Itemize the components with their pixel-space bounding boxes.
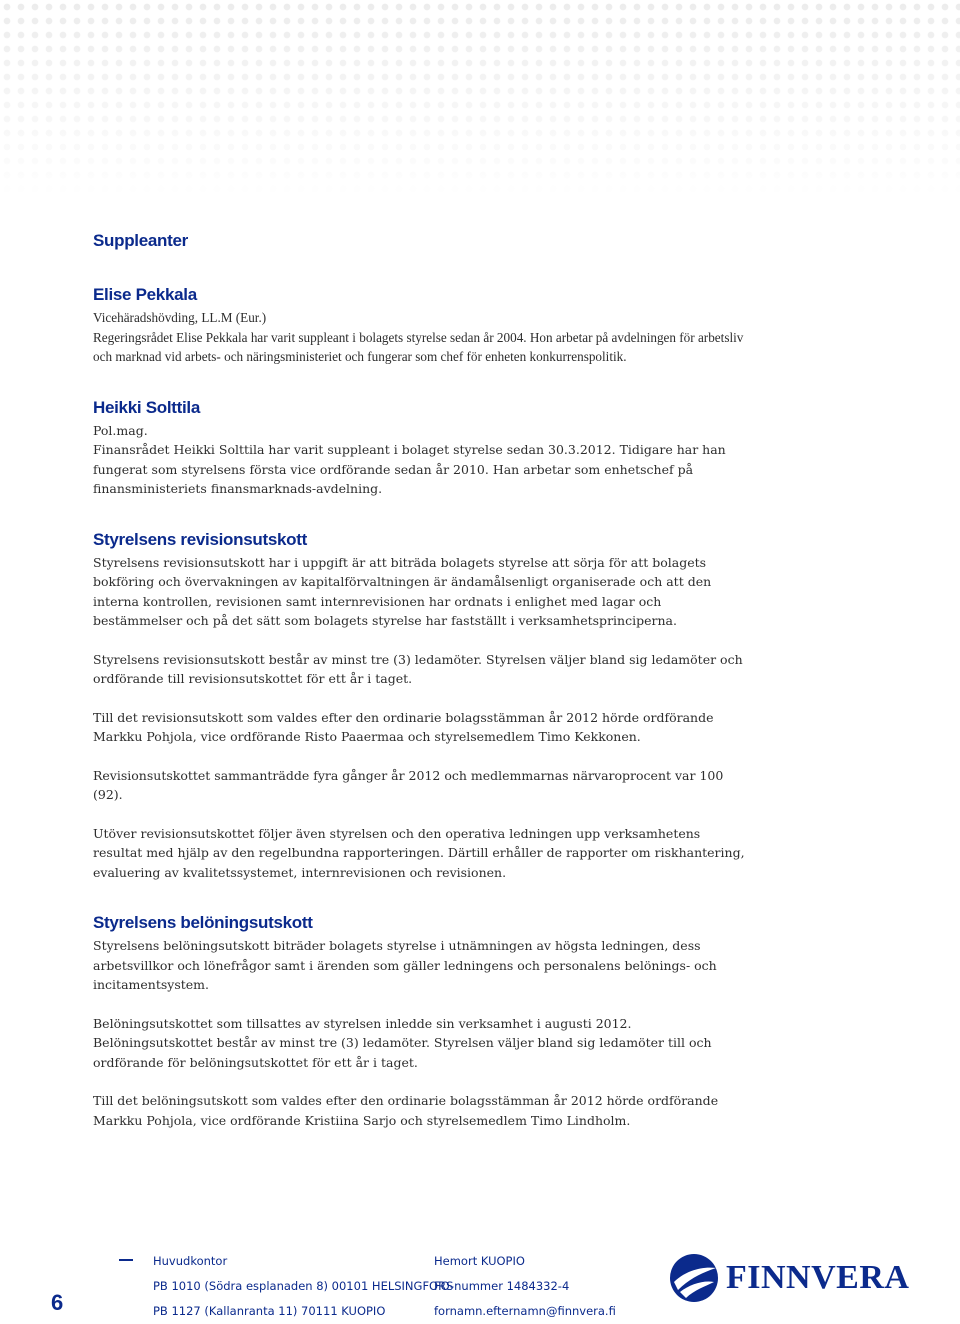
page-footer: [0, 1240, 960, 1320]
person-name-heikki: Heikki Solttila: [93, 397, 200, 417]
person-title-elise: Vicehäradshövding, LL.M (Eur.): [93, 310, 267, 325]
footer-kuopio-address: PB 1127 (Kallanranta 11) 70111 KUOPIO: [153, 1304, 386, 1318]
revision-heading: Styrelsens revisionsutskott: [93, 529, 307, 549]
page-number: 6: [51, 1290, 64, 1315]
finnvera-wordmark: FINNVERA: [726, 1259, 910, 1296]
belonings-heading: Styrelsens belöningsutskott: [93, 913, 313, 932]
finnvera-emblem-icon: [668, 1252, 720, 1304]
revision-paragraph-4: Revisionsutskottet sammanträdde fyra gånger år 2012 och medlemmarnas närvaroprocent var 100 (92).: [93, 767, 724, 802]
pattern-fade: [0, 0, 960, 200]
footer-email[interactable]: fornamn.efternamn@finnvera.fi: [434, 1304, 616, 1318]
page-content: [93, 228, 753, 1130]
person-text-elise: Regeringsrådet Elise Pekkala har varit suppleant i bolagets styrelse sedan år 2004. Hon arbetar på avdelningen för arbetsliv och marknad vid arbets- och näringsministeriet och fungerar som chef för enheten konkurrenspolitik.: [93, 329, 744, 364]
footer-dash: [119, 1259, 133, 1261]
person-text-heikki: Finansrådet Heikki Solttila har varit suppleant i bolaget styrelse sedan 30.3.2012. Tidigare har han fungerat som styrelsens första vice ordförande sedan år 2010. Han arbetar som enhetschef på finansministeriets finansmarknads-avdelning.: [93, 442, 726, 496]
belonings-paragraph-1: Styrelsens belöningsutskott biträder bolagets styrelse i utnämningen av högsta ledningen, dess arbetsvillkor och lönefrågor samt i ärenden som gäller ledningens och personalens belönings- och incitamentsystem.: [93, 938, 717, 992]
footer-domicile: Hemort KUOPIO: [434, 1254, 525, 1268]
footer-helsinki-address: PB 1010 (Södra esplanaden 8) 00101 HELSINGFORS: [153, 1279, 454, 1293]
revision-paragraph-1: Styrelsens revisionsutskott har i uppgift är att biträda bolagets styrelse att sörja för att bolagets bokföring och övervakningen av kapitalförvaltningen är ändamålsenligt organiserade och att den interna kontrollen, revisionen samt internrevisionen har ordnats i enlighet med lagar och bestämmelser och på det sätt som bolagets styrelse har fastställt i verksamhetsprinciperna.: [93, 554, 712, 628]
revision-paragraph-2: Styrelsens revisionsutskott består av minst tre (3) ledamöter. Styrelsen väljer bland sig ledamöter och ordförande till revisionsutskottet för ett år i taget.: [93, 651, 743, 686]
footer-head-office: Huvudkontor: [153, 1254, 228, 1268]
footer-business-id: FO-nummer 1484332-4: [434, 1279, 570, 1293]
revision-paragraph-5: Utöver revisionsutskottet följer även styrelsen och den operativa ledningen upp verksamhetens resultat med hjälp av den regelbundna rapporteringen. Därtill erhåller de rapporter om riskhantering, evaluering av kvalitetssystemet, internrevisionen och revisionen.: [93, 825, 745, 880]
revision-paragraph-3: Till det revisionsutskott som valdes efter den ordinarie bolagsstämman år 2012 hörde ordförande Markku Pohjola, vice ordförande Risto Paaermaa och styrelsemedlem Timo Kekkonen.: [93, 709, 714, 744]
belonings-paragraph-3: Till det belöningsutskott som valdes efter den ordinarie bolagsstämman år 2012 hörde ordförande Markku Pohjola, vice ordförande Kristiina Sarjo och styrelsemedlem Timo Lindholm.: [93, 1093, 719, 1128]
footer-info-column: [434, 1249, 616, 1324]
suppleanter-heading: Suppleanter: [93, 231, 188, 250]
person-name-elise: Elise Pekkala: [93, 285, 197, 304]
belonings-paragraph-2: Belöningsutskottet som tillsattes av styrelsen inledde sin verksamhet i augusti 2012. Belöningsutskottet består av minst tre (3) ledamöter. Styrelsen väljer bland sig ledamöter till och ordförande för belöningsutskottet för ett år i taget.: [93, 1015, 712, 1070]
footer-address-column: [153, 1249, 453, 1324]
finnvera-logo: [668, 1252, 918, 1304]
person-title-heikki: Pol.mag.: [93, 422, 148, 438]
